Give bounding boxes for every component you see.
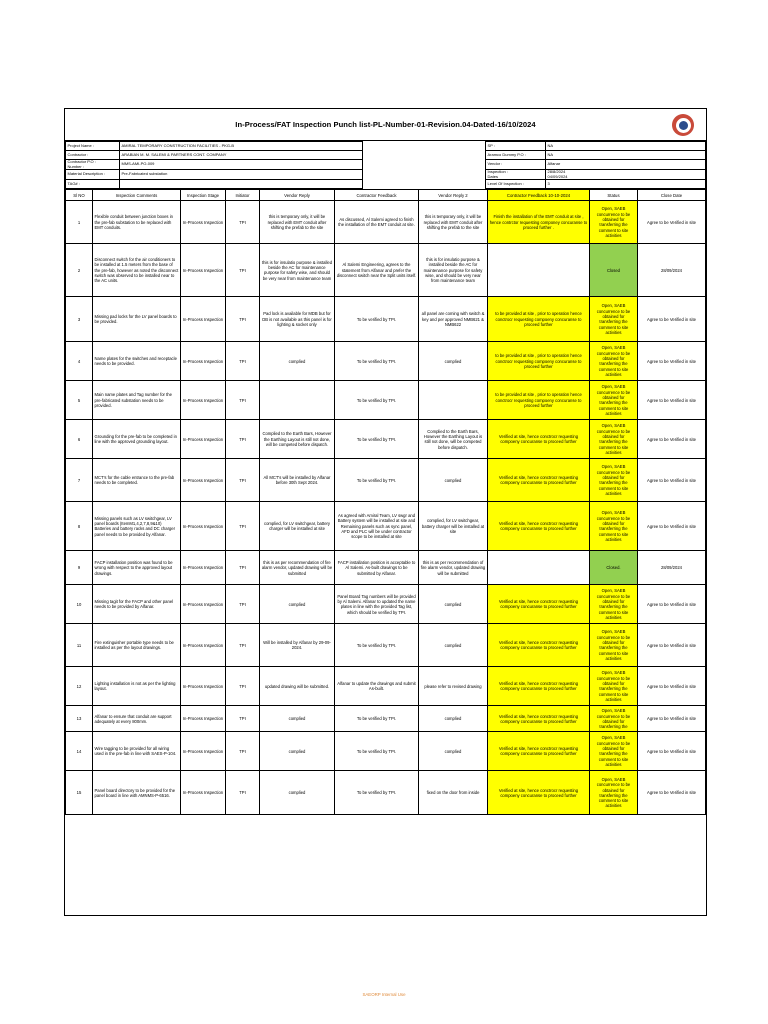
info-row bbox=[66, 142, 706, 151]
status-cell: Open, SAEB concurrence to be obtained for transferring the comment to site activities bbox=[590, 201, 638, 244]
info-label: TAG# : bbox=[66, 180, 120, 189]
initiator: TPI bbox=[226, 551, 260, 585]
info-row bbox=[66, 170, 706, 180]
row-number: 2 bbox=[66, 244, 93, 297]
vendor-reply: complied, for LV switchgear, battery charger will be installed at site bbox=[260, 502, 335, 551]
initiator: TPI bbox=[226, 706, 260, 732]
column-header: Status bbox=[590, 190, 638, 201]
info-value: 3 bbox=[546, 180, 706, 189]
close-date: Agree to be Verified in site bbox=[638, 706, 706, 732]
inspection-stage: In-Process Inspection bbox=[181, 459, 226, 502]
punch-list-table bbox=[65, 189, 706, 815]
inspection-stage: In-Process Inspection bbox=[181, 624, 226, 667]
info-spacer bbox=[363, 170, 486, 180]
contractor-feedback-2 bbox=[488, 551, 590, 585]
info-value: NA bbox=[546, 151, 706, 160]
inspection-comment: FACP installation position was found to be wrong with respect to the approved layout drawings. bbox=[93, 551, 181, 585]
status-cell: Closed bbox=[590, 244, 638, 297]
vendor-reply: complied bbox=[260, 706, 335, 732]
inspection-comment: Missing panels such as LV switchgear, LV panel boards (ItemM1,4,2,7,8,9&10) Batteries and battery racks and DC charger panel needs to be provided by Alfanar. bbox=[93, 502, 181, 551]
table-row bbox=[66, 624, 706, 667]
table-row bbox=[66, 771, 706, 815]
close-date: Agree to be Verified in site bbox=[638, 420, 706, 459]
initiator: TPI bbox=[226, 297, 260, 342]
inspection-comment: Flexible conduit between junction boxes in the pre-fab substation to be replaced with EMT conduits. bbox=[93, 201, 181, 244]
status-cell: Open, SAEB concurrence to be obtained for transferring the comment to site activities bbox=[590, 342, 638, 381]
initiator: TPI bbox=[226, 381, 260, 420]
vendor-reply-2: this is temporary only, it will be replaced with EMT conduit after shifting the prefab to the site bbox=[419, 201, 488, 244]
info-spacer bbox=[363, 180, 486, 189]
inspection-stage: In-Process Inspection bbox=[181, 706, 226, 732]
contractor-feedback-2: to be provided at site , prior to operation hence conctrocr requesting compoeny concuranse to proceed further bbox=[488, 297, 590, 342]
inspection-stage: In-Process Inspection bbox=[181, 244, 226, 297]
inspection-stage: In-Process Inspection bbox=[181, 420, 226, 459]
column-header: Sl NO bbox=[66, 190, 93, 201]
initiator: TPI bbox=[226, 244, 260, 297]
row-number: 15 bbox=[66, 771, 93, 815]
info-spacer bbox=[363, 160, 486, 170]
row-number: 1 bbox=[66, 201, 93, 244]
table-row bbox=[66, 201, 706, 244]
contractor-feedback-2 bbox=[488, 244, 590, 297]
info-row bbox=[66, 180, 706, 189]
document-title: In-Process/FAT Inspection Punch list-PL-Number-01-Revision.04-Dated-16/10/2024 bbox=[235, 120, 536, 129]
table-row bbox=[66, 706, 706, 732]
row-number: 7 bbox=[66, 459, 93, 502]
inspection-comment: Wire tagging to be provided for all wiring used in the pre-fab in line with SAES-P-104. bbox=[93, 732, 181, 771]
table-row bbox=[66, 667, 706, 706]
vendor-reply: Will be installed by Alfanar by 29-09-2024. bbox=[260, 624, 335, 667]
contractor-feedback-2: Verified at site, hence conctrocr requesting compoeny concuranse to proceed further bbox=[488, 459, 590, 502]
initiator: TPI bbox=[226, 771, 260, 815]
status-cell: Open, SAEB concurrence to be obtained for transferring the comment to site activities bbox=[590, 771, 638, 815]
initiator: TPI bbox=[226, 420, 260, 459]
contractor-feedback: To be verified by TPI. bbox=[335, 624, 419, 667]
inspection-stage: In-Process Inspection bbox=[181, 732, 226, 771]
inspection-comment: Name plates for the switches and receptacle needs to be provided. bbox=[93, 342, 181, 381]
info-value bbox=[120, 180, 363, 189]
inspection-comment: Missing pad locks for the LV panel boards to be provided. bbox=[93, 297, 181, 342]
close-date: Agree to be Verified in site bbox=[638, 624, 706, 667]
contractor-feedback: To be verified by TPI. bbox=[335, 297, 419, 342]
vendor-reply-2: complied bbox=[419, 585, 488, 624]
close-date: Agree to be Verified in site bbox=[638, 459, 706, 502]
column-header: Initiator bbox=[226, 190, 260, 201]
info-value: 28/8/2024 04/09/2024 bbox=[546, 170, 706, 180]
status-cell: Open, SAEB concurrence to be obtained for transferring the comment to site activities bbox=[590, 297, 638, 342]
inspection-comment: Lighting installation is not as per the lighting layout. bbox=[93, 667, 181, 706]
table-row bbox=[66, 342, 706, 381]
info-row bbox=[66, 160, 706, 170]
column-header: Inspection Stage bbox=[181, 190, 226, 201]
initiator: TPI bbox=[226, 502, 260, 551]
footer-classification: SAEORP Internal Use bbox=[362, 992, 406, 997]
vendor-reply-2: please refer to revised drawing bbox=[419, 667, 488, 706]
vendor-reply: complied bbox=[260, 771, 335, 815]
column-header: Vendor Reply bbox=[260, 190, 335, 201]
info-value: Alfanar bbox=[546, 160, 706, 170]
inspection-comment: Missing tagit for the FACP and other panel needs to be provided by Alfanar. bbox=[93, 585, 181, 624]
close-date: 28/09/2024 bbox=[638, 244, 706, 297]
column-header: Inspection Comments bbox=[93, 190, 181, 201]
project-info-table bbox=[65, 141, 706, 189]
initiator: TPI bbox=[226, 342, 260, 381]
status-cell: Closed. bbox=[590, 551, 638, 585]
vendor-reply: this is as per recommendation of fire alarm vendor, updated drawing will be submitted bbox=[260, 551, 335, 585]
info-value: Pre-Fabricated substation bbox=[120, 170, 363, 180]
inspection-comment: Alfanar to ensure that conduit are support adequately at every 800mm. bbox=[93, 706, 181, 732]
table-row bbox=[66, 585, 706, 624]
vendor-reply-2: complied bbox=[419, 342, 488, 381]
inspection-stage: In-Process Inspection bbox=[181, 297, 226, 342]
inspection-stage: In-Process Inspection bbox=[181, 342, 226, 381]
inspection-stage: In-Process Inspection bbox=[181, 381, 226, 420]
table-header-row bbox=[66, 190, 706, 201]
row-number: 6 bbox=[66, 420, 93, 459]
contractor-feedback-2: Verified at site, hence conctrocr requesting compoeny concuranse to proceed further bbox=[488, 624, 590, 667]
initiator: TPI bbox=[226, 624, 260, 667]
contractor-feedback: To be verified by TPI. bbox=[335, 706, 419, 732]
vendor-reply-2: all panel are coming with switch & key and per approved NMB621 & NMB622 bbox=[419, 297, 488, 342]
info-spacer bbox=[363, 151, 486, 160]
vendor-reply-2: fixed on the door from inside bbox=[419, 771, 488, 815]
info-label: Material Description : bbox=[66, 170, 120, 180]
table-row bbox=[66, 551, 706, 585]
table-row bbox=[66, 420, 706, 459]
status-cell: Open, SAEB concurrence to be obtained for transferring the comment to site activities bbox=[590, 732, 638, 771]
contractor-feedback-2: Verified at site, hence conctrocr requesting compoeny concuranse to proceed further bbox=[488, 420, 590, 459]
info-label: Vendor : bbox=[486, 160, 546, 170]
info-value: AMIRAL TEMPORARY CONSTRUCTION FACILITIES - PKG-B bbox=[120, 142, 363, 151]
contractor-feedback: To be verified by TPI. bbox=[335, 342, 419, 381]
vendor-reply-2: complied, for LV switchgear, battery charger will be installed at site bbox=[419, 502, 488, 551]
close-date: Agree to be Verified in site bbox=[638, 667, 706, 706]
table-row bbox=[66, 297, 706, 342]
info-label: Inspection : Dates bbox=[486, 170, 546, 180]
vendor-reply-2: complied bbox=[419, 732, 488, 771]
info-label: Aramco Dummy P.O : bbox=[486, 151, 546, 160]
vendor-reply-2: complied bbox=[419, 459, 488, 502]
contractor-feedback-2: Verified at site, hence conctrocr requesting compoeny concuranse to proceed further bbox=[488, 771, 590, 815]
vendor-reply-2: this is for insulatio purpose & installed beside the AC for maintenance purpose for safety wise, and should be very near from maintenance team bbox=[419, 244, 488, 297]
vendor-reply-2: Complied to the Earth Bars, However the Earthing Layout is still not done, will be competed before dispatch. bbox=[419, 420, 488, 459]
contractor-feedback: To be verified by TPI. bbox=[335, 732, 419, 771]
column-header: Vendor Reply 2 bbox=[419, 190, 488, 201]
vendor-reply: updated drawing will be submitted. bbox=[260, 667, 335, 706]
contractor-feedback-2: Verified at site, hence conctrocr requesting compoeny concuranse to proceed further bbox=[488, 706, 590, 732]
inspection-comment: Grounding for the pre-fab to be completed in line with the approved grounding layout. bbox=[93, 420, 181, 459]
row-number: 8 bbox=[66, 502, 93, 551]
close-date: Agree to be Verified in site bbox=[638, 381, 706, 420]
status-cell: Open, SAEB concurrence to be obtained for transferring the comment to site activities bbox=[590, 502, 638, 551]
contractor-feedback: To be verified by TPI. bbox=[335, 381, 419, 420]
close-date: Agree to be Verified in site bbox=[638, 297, 706, 342]
contractor-feedback: Al Salemi Engineering, agrees to the statement from Alfanar and prefer the disconnect switch near the Split units itself. bbox=[335, 244, 419, 297]
close-date: 28/09/2024 bbox=[638, 551, 706, 585]
status-cell: Open, SAEB concurrence to be obtained for transferring the comment to site activities bbox=[590, 585, 638, 624]
vendor-reply: complied bbox=[260, 585, 335, 624]
vendor-reply: complied bbox=[260, 342, 335, 381]
initiator: TPI bbox=[226, 732, 260, 771]
inspection-stage: In-Process Inspection bbox=[181, 551, 226, 585]
info-row bbox=[66, 151, 706, 160]
inspection-comment: Main name plates and Tag number for the pre-fabricated substation needs to be provided. bbox=[93, 381, 181, 420]
table-row bbox=[66, 381, 706, 420]
status-cell: Open, SAEB concurrence to be obtained for transferring the comment to site activities bbox=[590, 381, 638, 420]
row-number: 3 bbox=[66, 297, 93, 342]
vendor-reply-2: complied bbox=[419, 706, 488, 732]
table-row bbox=[66, 502, 706, 551]
status-cell: Open, SAEB concurrence to be obtained for transferring the comment to site activities bbox=[590, 420, 638, 459]
title-bar bbox=[65, 109, 706, 141]
info-label: Project Name : bbox=[66, 142, 120, 151]
initiator: TPI bbox=[226, 585, 260, 624]
status-cell: Open, SAEB concurrence to be obtained for transferring the comment to site activities bbox=[590, 624, 638, 667]
close-date: Agree to be Verified in site bbox=[638, 502, 706, 551]
close-date: Agree to be Verified in site bbox=[638, 732, 706, 771]
punch-list-sheet bbox=[64, 108, 707, 916]
inspection-stage: In-Process Inspection bbox=[181, 502, 226, 551]
close-date: Agree to be Verified in site bbox=[638, 201, 706, 244]
info-label: Contractor P.O : Number : bbox=[66, 160, 120, 170]
vendor-reply: Complied to the Earth Bars, However the Earthing Layout is still not done, will be competed before dispatch. bbox=[260, 420, 335, 459]
status-cell: Open, SAEB concurrence to be obtained for transferring the bbox=[590, 706, 638, 732]
row-number: 12 bbox=[66, 667, 93, 706]
column-header: Contractor Feedback 10-10-2024 bbox=[488, 190, 590, 201]
row-number: 14 bbox=[66, 732, 93, 771]
vendor-reply-2 bbox=[419, 381, 488, 420]
row-number: 5 bbox=[66, 381, 93, 420]
initiator: TPI bbox=[226, 201, 260, 244]
close-date: Agree to be Verified in site bbox=[638, 771, 706, 815]
contractor-feedback: To be verified by TPI. bbox=[335, 420, 419, 459]
contractor-feedback-2: Verified at site, hence conctrocr requesting compoeny concuranse to proceed further bbox=[488, 732, 590, 771]
contractor-feedback-2: to be provided at site , prior to operation hence conctrocr requesting compoeny concuranse to proceed further bbox=[488, 381, 590, 420]
table-row bbox=[66, 459, 706, 502]
row-number: 10 bbox=[66, 585, 93, 624]
column-header: Close Date bbox=[638, 190, 706, 201]
table-row bbox=[66, 732, 706, 771]
table-row bbox=[66, 244, 706, 297]
vendor-reply: this is for insulatio purpose & installed beside the AC for maintenance purpose for safety wise, and should be very near from maintenance team bbox=[260, 244, 335, 297]
contractor-feedback-2: Finish the installation of the EMT conduit at site , hence contrctor requesting componey concuranse to proceed further . bbox=[488, 201, 590, 244]
info-value: ARABIAN M. M. SALEMI & PARTNERS CONT. COMPANY bbox=[120, 151, 363, 160]
company-logo-icon bbox=[672, 114, 694, 136]
contractor-feedback: As agreed with Amiral Team, LV swgr and Battery system will be installed at site and Remaining panels such as sync panel, AFD and PLC will be under contractor scope to be installed at site bbox=[335, 502, 419, 551]
contractor-feedback: To be verified by TPI. bbox=[335, 459, 419, 502]
inspection-stage: In-Process Inspection bbox=[181, 201, 226, 244]
inspection-comment: Disconnect switch for the air conditioners to be installed at 1.5 meters from the base of the pre-fab, however as noted the disconnect switch was observed to be installed near to the AC units. bbox=[93, 244, 181, 297]
vendor-reply: complied bbox=[260, 732, 335, 771]
close-date: Agree to be Verified in site bbox=[638, 585, 706, 624]
initiator: TPI bbox=[226, 667, 260, 706]
contractor-feedback-2: Verified at site, hence conctrocr requesting compoeny concuranse to proceed further bbox=[488, 585, 590, 624]
info-label: Level Of Inspection : bbox=[486, 180, 546, 189]
info-label: Contractor : bbox=[66, 151, 120, 160]
vendor-reply: All MCT's will be installed by Alfanar before 30th Sept 2024. bbox=[260, 459, 335, 502]
contractor-feedback: To be verified by TPI. bbox=[335, 771, 419, 815]
row-number: 4 bbox=[66, 342, 93, 381]
row-number: 11 bbox=[66, 624, 93, 667]
inspection-comment: Panel board directory to be provided for the panel board in line with AMNMS-P-6516. bbox=[93, 771, 181, 815]
vendor-reply-2: this is as per recommendation of fire alarm vendor, updated drawing will be submitted bbox=[419, 551, 488, 585]
close-date: Agree to be Verified in site bbox=[638, 342, 706, 381]
vendor-reply bbox=[260, 381, 335, 420]
vendor-reply: Pad lock is available for MDB but for DB is not available as this panel is for lighting & socket only bbox=[260, 297, 335, 342]
contractor-feedback: As discussed, Al Salemi agreed to finish the installation of the EMT conduit at site. bbox=[335, 201, 419, 244]
info-spacer bbox=[363, 142, 486, 151]
contractor-feedback: Panel Board Tag numbers will be provided by Al Salemi. Alfanar to updated the name plates in line with the provided Tag list, which should be verified by TPI. bbox=[335, 585, 419, 624]
inspection-stage: In-Process Inspection bbox=[181, 585, 226, 624]
vendor-reply: this is temporary only, it will be replaced with EMT conduit after shifting the prefab to the site bbox=[260, 201, 335, 244]
vendor-reply-2: complied bbox=[419, 624, 488, 667]
contractor-feedback: Alfanar to update the drawings and submit As-built. bbox=[335, 667, 419, 706]
inspection-comment: Fire extinguisher portable type needs to be installed as per the layout drawings. bbox=[93, 624, 181, 667]
initiator: TPI bbox=[226, 459, 260, 502]
contractor-feedback-2: to be provided at site , prior to operation hence conctrocr requesting compoeny concuranse to proceed further bbox=[488, 342, 590, 381]
info-value: NA bbox=[546, 142, 706, 151]
inspection-stage: In-Process Inspection bbox=[181, 667, 226, 706]
contractor-feedback: FACP installation position is acceptable to Al Salemi. As-built drawings to be submitted by Alfanar. bbox=[335, 551, 419, 585]
inspection-comment: MCT's for the cable entrance to the pre-fab needs to be completed. bbox=[93, 459, 181, 502]
contractor-feedback-2: Verified at site, hence conctrocr requesting compoeny concuranse to proceed further bbox=[488, 502, 590, 551]
contractor-feedback-2: Verified at site, hence conctrocr requesting compoeny concuranse to proceed further bbox=[488, 667, 590, 706]
status-cell: Open, SAEB concurrence to be obtained for transferring the comment to site activities bbox=[590, 667, 638, 706]
row-number: 13 bbox=[66, 706, 93, 732]
row-number: 9 bbox=[66, 551, 93, 585]
status-cell: Open, SAEB concurrence to be obtained for transferring the comment to site activities bbox=[590, 459, 638, 502]
inspection-stage: In-Process Inspection bbox=[181, 771, 226, 815]
info-label: SP : bbox=[486, 142, 546, 151]
info-value: MMS-AMI-PO-009 bbox=[120, 160, 363, 170]
column-header: Contractor Feedback bbox=[335, 190, 419, 201]
